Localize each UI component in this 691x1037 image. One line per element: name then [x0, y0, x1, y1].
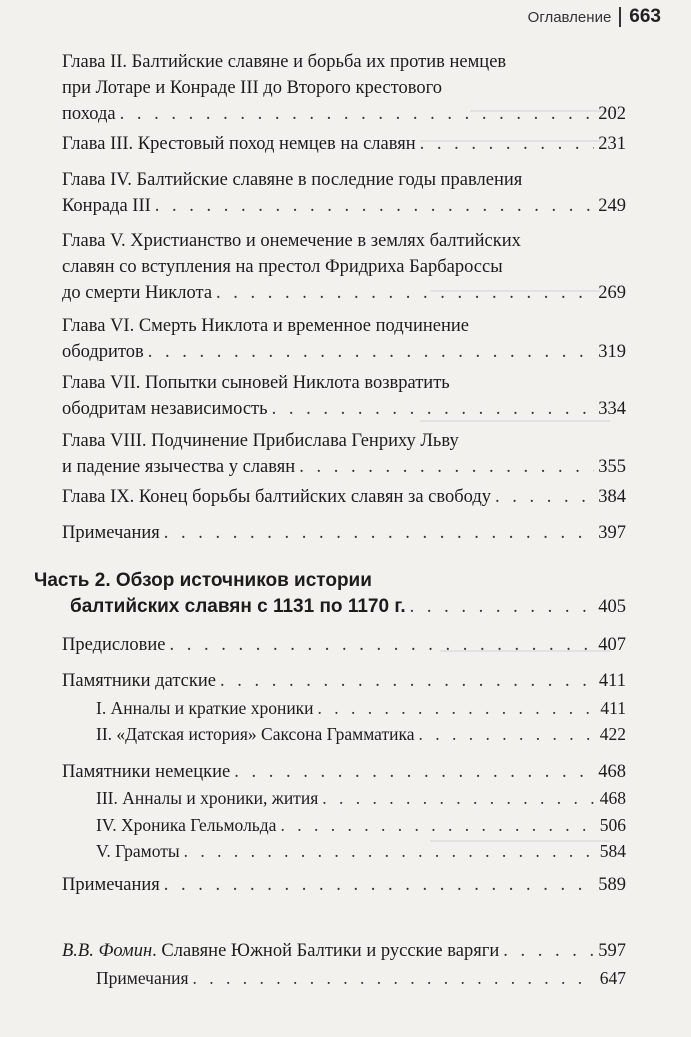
toc-entry-title: I. Анналы и краткие хроники: [96, 698, 314, 718]
toc-page-number: 407: [598, 635, 626, 655]
dot-leader: [155, 193, 594, 219]
running-head-divider: [619, 7, 621, 27]
toc-entry-title: ободритов: [62, 342, 144, 362]
toc-entry-title: Примечания: [96, 968, 189, 988]
toc-entry-line: при Лотаре и Конраде III до Второго крестового: [62, 78, 442, 98]
toc-entry-part-2[interactable]: [34, 568, 626, 620]
toc-subentry-annals-lives[interactable]: [96, 785, 626, 811]
toc-entry-line: Глава VIII. Подчинение Прибислава Генриху Льву: [62, 431, 459, 451]
dot-leader: [193, 965, 594, 991]
toc-entry-title: Памятники немецкие: [62, 762, 231, 782]
toc-entry-line: Глава VII. Попытки сыновей Никлота возвратить: [62, 373, 450, 393]
toc-entry-line: Глава VI. Смерть Никлота и временное подчинение: [62, 316, 469, 336]
toc-entry-line: Глава II. Балтийские славяне и борьба их против немцев: [62, 52, 507, 72]
toc-subentry-annals[interactable]: [96, 695, 626, 721]
toc-entry-title: балтийских славян с 1131 по 1170 г.: [70, 596, 406, 617]
toc-entry-title: V. Грамоты: [96, 841, 180, 861]
toc-page-number: 249: [598, 196, 626, 216]
toc-entry-title: Конрада III: [62, 196, 151, 216]
dot-leader: [318, 695, 594, 721]
toc-page-number: 597: [598, 941, 626, 961]
toc-entry-title: Примечания: [62, 523, 160, 543]
dot-leader: [148, 339, 594, 365]
toc-entry-title: III. Анналы и хроники, жития: [96, 788, 319, 808]
toc-page-number: 506: [599, 815, 626, 835]
toc-page-number: 384: [598, 487, 626, 507]
toc-page-number: 468: [598, 762, 626, 782]
toc-entry-title: ободритам независимость: [62, 399, 268, 419]
toc-entry-chapter-2[interactable]: [62, 49, 626, 127]
running-head-title: Оглавление: [527, 8, 612, 26]
toc-entry-notes-part-2[interactable]: [62, 872, 626, 898]
dot-leader: [495, 484, 594, 510]
dot-leader: [280, 812, 594, 838]
dot-leader: [272, 396, 594, 422]
running-head: [528, 6, 661, 28]
toc-essay-title: . Славяне Южной Балтики и русские варяги: [152, 941, 500, 961]
toc-entry-chapter-9[interactable]: [62, 484, 626, 510]
toc-entry-title: похода: [62, 104, 116, 124]
toc-entry-chapter-8[interactable]: [62, 428, 626, 480]
dot-leader: [418, 721, 594, 747]
dot-leader: [184, 838, 594, 864]
dot-leader: [120, 101, 594, 127]
toc-entry-title: Глава IX. Конец борьбы балтийских славян за свободу: [62, 487, 492, 507]
toc-subentry-fomin-notes[interactable]: [96, 965, 626, 991]
dot-leader: [220, 668, 594, 694]
toc-entry-danish-sources[interactable]: [62, 668, 626, 694]
dot-leader: [164, 872, 594, 898]
toc-page-number: 202: [598, 104, 626, 124]
toc-entry-chapter-4[interactable]: [62, 167, 626, 219]
toc-entry-fomin-essay[interactable]: [62, 938, 626, 964]
toc-entry-notes[interactable]: [62, 520, 626, 546]
toc-entry-german-sources[interactable]: [62, 759, 626, 785]
toc-entry-line: Глава IV. Балтийские славяне в последние годы правления: [62, 170, 523, 190]
toc-page-number: 334: [598, 399, 626, 419]
toc-subentry-helmold[interactable]: [96, 812, 626, 838]
toc-page-number: 405: [598, 597, 626, 617]
toc-page-number: 319: [598, 342, 626, 362]
dot-leader: [420, 131, 594, 157]
toc-page-number: 468: [599, 788, 626, 808]
dot-leader: [216, 280, 594, 306]
dot-leader: [164, 520, 594, 546]
toc-entry-chapter-3[interactable]: [62, 131, 626, 157]
toc-entry-title: и падение язычества у славян: [62, 457, 296, 477]
toc-page-number: 647: [599, 968, 626, 988]
toc-page-number: 231: [598, 134, 626, 154]
dot-leader: [410, 594, 594, 620]
toc-entry-line: Глава V. Христианство и онемечение в землях балтийских: [62, 231, 521, 251]
dot-leader: [234, 759, 594, 785]
toc-page-number: 411: [598, 671, 626, 691]
toc-page-number: 589: [598, 875, 626, 895]
toc-entry-line: славян со вступления на престол Фридриха Барбароссы: [62, 257, 503, 277]
toc-subentry-charters[interactable]: [96, 838, 626, 864]
toc-entry-title: Примечания: [62, 875, 160, 895]
toc-entry-chapter-7[interactable]: [62, 370, 626, 422]
toc-page-number: 584: [599, 841, 626, 861]
page-number: 663: [629, 6, 661, 27]
toc-page-number: 411: [600, 698, 626, 718]
toc-entry-title: Предисловие: [62, 635, 166, 655]
toc-page-number: 422: [599, 724, 626, 744]
toc-page-number: 269: [598, 283, 626, 303]
toc-subentry-saxo[interactable]: [96, 721, 626, 747]
toc-entry-title: Памятники датские: [62, 671, 216, 691]
toc-entry-title: Глава III. Крестовый поход немцев на славян: [62, 134, 416, 154]
toc-entry-title: [62, 938, 499, 964]
toc-entry-title: IV. Хроника Гельмольда: [96, 815, 277, 835]
toc-entry-chapter-6[interactable]: [62, 313, 626, 365]
toc-page-number: 397: [598, 523, 626, 543]
toc-entry-title: II. «Датская история» Саксона Грамматика: [96, 724, 415, 744]
dot-leader: [169, 632, 594, 658]
dot-leader: [322, 785, 594, 811]
toc-author: В.В. Фомин: [62, 941, 153, 961]
toc-entry-title: до смерти Никлота: [62, 283, 213, 303]
toc-entry-preface[interactable]: [62, 632, 626, 658]
dot-leader: [503, 938, 594, 964]
toc-page-number: 355: [598, 457, 626, 477]
toc-part-heading: Часть 2. Обзор источников истории: [34, 570, 372, 591]
toc-entry-chapter-5[interactable]: [62, 228, 626, 306]
dot-leader: [299, 454, 594, 480]
